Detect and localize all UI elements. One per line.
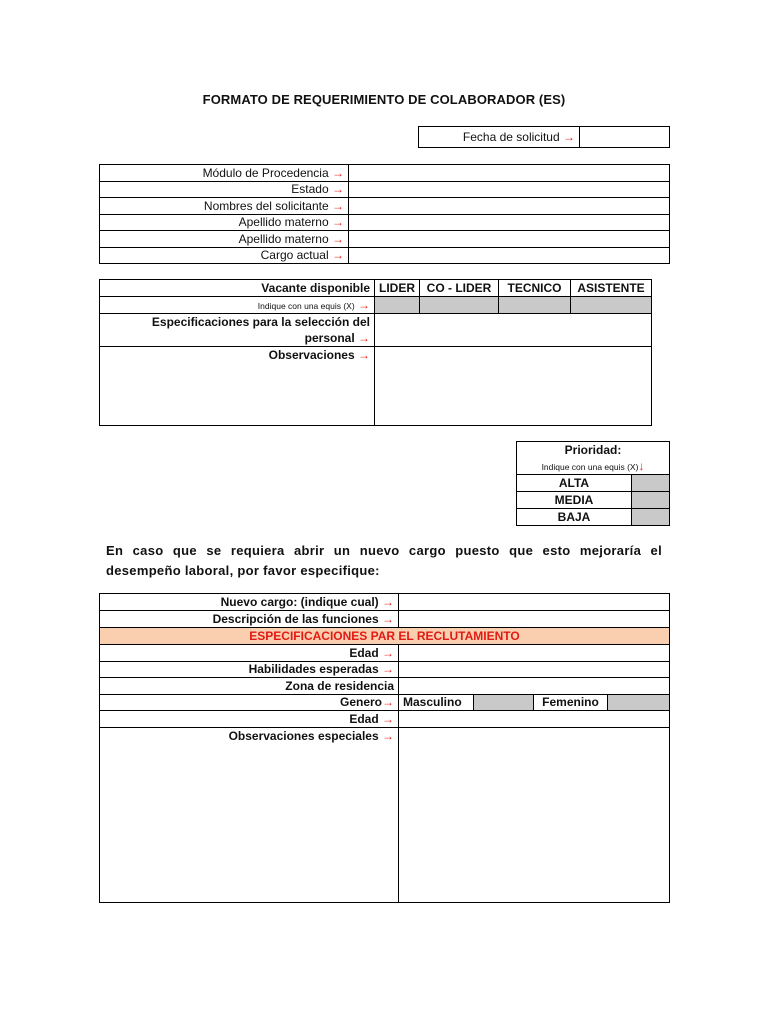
section-header: ESPECIFICACIONES PAR EL RECLUTAMIENTO <box>100 628 670 645</box>
edad-2-label-cell: Edad → <box>100 711 399 728</box>
zona-label: Zona de residencia <box>100 678 399 695</box>
nombres-label-cell: Nombres del solicitante → <box>100 198 349 215</box>
prioridad-media-label: MEDIA <box>517 492 632 509</box>
checkbox-media[interactable] <box>632 492 670 509</box>
apellido-materno-2-label-cell: Apellido materno → <box>100 231 349 248</box>
prioridad-table <box>516 441 670 526</box>
nuevo-cargo-note: En caso que se requiera abrir un nuevo cargo puesto que esto mejoraría el desempeño laboral, por favor especifique: <box>106 543 662 578</box>
fecha-table <box>418 126 670 148</box>
arrow-right-icon: → <box>358 298 370 312</box>
arrow-right-icon: → <box>332 215 344 230</box>
estado-label-cell: Estado → <box>100 181 349 198</box>
vacante-hint-cell: Indique con una equis (X) → <box>100 297 375 314</box>
checkbox-baja[interactable] <box>632 509 670 526</box>
edad-input[interactable] <box>399 645 670 662</box>
vacante-table <box>99 279 652 426</box>
apellido-materno-label-cell: Apellido materno → <box>100 214 349 231</box>
fecha-input[interactable] <box>580 127 670 148</box>
prioridad-hint-cell: Indique con una equis (X)↓ <box>517 459 670 475</box>
observaciones-label-cell: Observaciones → <box>100 347 375 426</box>
option-asistente: ASISTENTE <box>571 280 652 297</box>
fecha-label-cell: Fecha de solicitud → <box>419 127 580 148</box>
cargo-actual-input[interactable] <box>349 247 670 264</box>
nombres-input[interactable] <box>349 198 670 215</box>
checkbox-femenino[interactable] <box>608 694 670 711</box>
arrow-right-icon: → <box>382 595 394 609</box>
arrow-right-icon: → <box>382 695 394 710</box>
cargo-actual-label-cell: Cargo actual → <box>100 247 349 264</box>
solicitante-table <box>99 164 670 264</box>
checkbox-masculino[interactable] <box>474 694 534 711</box>
arrow-down-icon: ↓ <box>638 459 645 474</box>
observaciones-especiales-label-cell: Observaciones especiales → <box>100 727 399 902</box>
option-co-lider: CO - LIDER <box>420 280 499 297</box>
prioridad-title: Prioridad: <box>517 442 670 459</box>
arrow-right-icon: → <box>382 645 394 660</box>
masculino-label: Masculino <box>399 694 474 711</box>
habilidades-input[interactable] <box>399 661 670 678</box>
prioridad-baja-label: BAJA <box>517 509 632 526</box>
arrow-right-icon: → <box>358 348 370 362</box>
nuevo-cargo-table <box>99 593 670 903</box>
especificaciones-input[interactable] <box>375 314 652 347</box>
especificaciones-label-cell: Especificaciones para la selección del personal → <box>100 314 375 347</box>
habilidades-label-cell: Habilidades esperadas → <box>100 661 399 678</box>
prioridad-alta-label: ALTA <box>517 475 632 492</box>
modulo-label-cell: Módulo de Procedencia → <box>100 165 349 182</box>
descripcion-label-cell: Descripción de las funciones → <box>100 611 399 628</box>
observaciones-input[interactable] <box>375 347 652 426</box>
arrow-right-icon: → <box>332 231 344 246</box>
arrow-right-icon: → <box>382 612 394 626</box>
estado-input[interactable] <box>349 181 670 198</box>
apellido-materno-2-input[interactable] <box>349 231 670 248</box>
observaciones-especiales-input[interactable] <box>399 727 670 902</box>
arrow-right-icon: → <box>563 130 575 144</box>
arrow-right-icon: → <box>358 331 370 345</box>
arrow-right-icon: → <box>382 728 394 743</box>
descripcion-input[interactable] <box>399 611 670 628</box>
edad-2-input[interactable] <box>399 711 670 728</box>
arrow-right-icon: → <box>382 662 394 677</box>
femenino-label: Femenino <box>534 694 608 711</box>
arrow-right-icon: → <box>332 248 344 263</box>
arrow-right-icon: → <box>332 198 344 213</box>
arrow-right-icon: → <box>382 711 394 726</box>
vacante-label: Vacante disponible <box>100 280 375 297</box>
arrow-right-icon: → <box>332 182 344 197</box>
checkbox-alta[interactable] <box>632 475 670 492</box>
nuevo-cargo-label-cell: Nuevo cargo: (indique cual) → <box>100 594 399 611</box>
modulo-input[interactable] <box>349 165 670 182</box>
apellido-materno-input[interactable] <box>349 214 670 231</box>
checkbox-co-lider[interactable] <box>420 297 499 314</box>
checkbox-lider[interactable] <box>375 297 420 314</box>
genero-label-cell: Genero→ <box>100 694 399 711</box>
zona-input[interactable] <box>399 678 670 695</box>
option-tecnico: TECNICO <box>499 280 571 297</box>
checkbox-tecnico[interactable] <box>499 297 571 314</box>
form-title: FORMATO DE REQUERIMIENTO DE COLABORADOR (ES) <box>202 92 566 107</box>
arrow-right-icon: → <box>332 165 344 180</box>
checkbox-asistente[interactable] <box>571 297 652 314</box>
edad-label-cell: Edad → <box>100 645 399 662</box>
option-lider: LIDER <box>375 280 420 297</box>
nuevo-cargo-input[interactable] <box>399 594 670 611</box>
